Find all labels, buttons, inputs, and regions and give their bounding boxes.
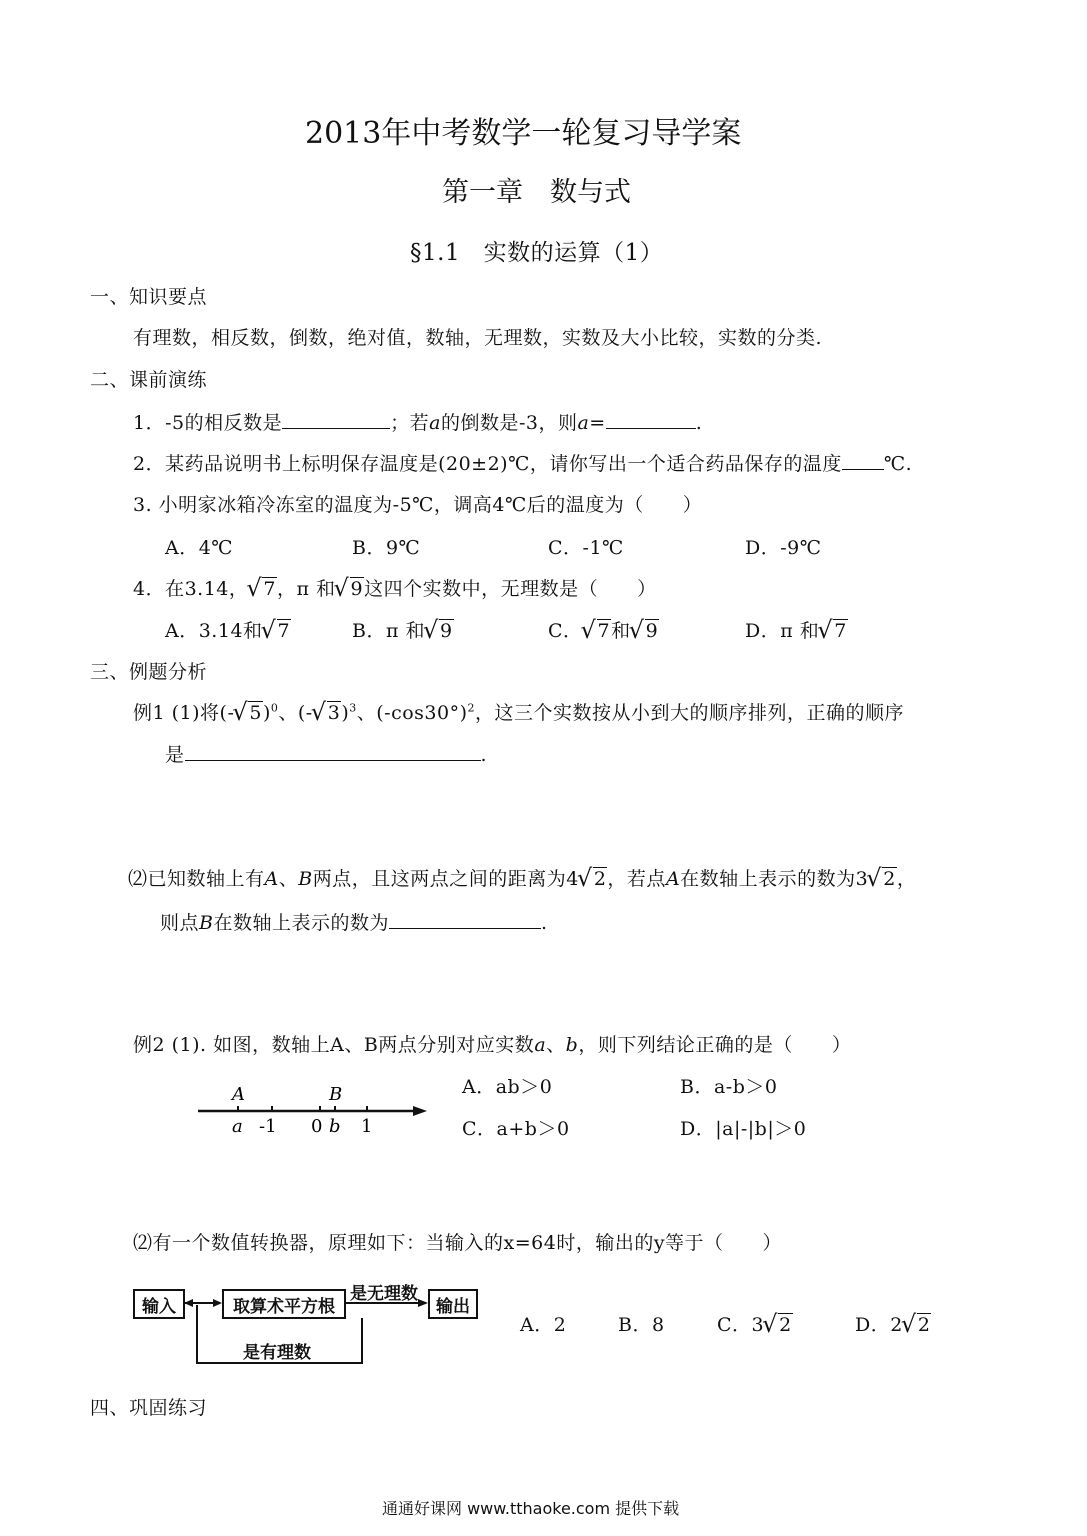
radicand: 7 — [263, 578, 276, 600]
q2-end: ℃. — [883, 453, 913, 475]
tick-label-0: 0 — [311, 1116, 323, 1137]
flowchart-arrows — [180, 1295, 440, 1365]
q1-end: . — [695, 412, 703, 434]
section-heading-warmup: 二、课前演练 — [90, 369, 208, 391]
e1p2-text-e: 在数轴上表示的数为3 — [680, 868, 869, 890]
arrow-right-icon — [418, 1299, 428, 1307]
answer-blank[interactable] — [282, 414, 390, 429]
page-footer: 通通好课网 www.tthaoke.com 提供下载 — [382, 1499, 680, 1518]
example-1-part-1 — [133, 698, 904, 725]
q3-option-c: C．-1℃ — [548, 537, 624, 559]
sqrt-radical — [583, 620, 612, 642]
q2-text: 2．某药品说明书上标明保存温度是(20±2)℃，请你写出一个适合药品保存的温度 — [133, 453, 842, 475]
q4-option-b-text: B．π 和 — [352, 620, 425, 642]
question-1 — [133, 408, 702, 435]
e1-text-c: 、(- — [278, 702, 313, 724]
e2-option-c: C．a+b＞0 — [462, 1118, 570, 1140]
sqrt-radical — [313, 702, 342, 724]
point-a-label: A — [232, 1084, 245, 1105]
e1-text-d: ) — [341, 702, 350, 724]
sqrt-radical — [248, 578, 277, 600]
sqrt-radical — [336, 578, 365, 600]
sqrt-radical — [234, 702, 263, 724]
var-a: a — [534, 1034, 547, 1056]
sqrt-radical — [425, 620, 454, 642]
e2-sep: 、 — [546, 1034, 566, 1056]
e1-text-g: 是 — [165, 744, 185, 766]
sqrt-radical — [819, 620, 848, 642]
point-b-label: B — [298, 868, 313, 890]
answer-blank[interactable] — [389, 914, 541, 929]
e2p2-option-d-text: D．2 — [855, 1314, 903, 1336]
section-heading-knowledge: 一、知识要点 — [90, 286, 208, 308]
section-heading-practice: 四、巩固练习 — [90, 1397, 208, 1419]
q1-text-c: 的倒数是-3，则 — [440, 412, 578, 434]
e1p2-text-a: ⑵已知数轴上有 — [128, 868, 265, 890]
q3-option-b: B．9℃ — [352, 537, 421, 559]
doc-title: 2013年中考数学一轮复习导学案 — [305, 116, 742, 151]
point-a-label: A — [264, 868, 279, 890]
tick-label-1: 1 — [361, 1116, 373, 1137]
q3-option-d: D．-9℃ — [745, 537, 822, 559]
e1-text-b: ) — [262, 702, 271, 724]
radicand: 7 — [597, 620, 611, 642]
radicand: 3 — [327, 702, 341, 724]
section-title: §1.1 实数的运算（1） — [410, 240, 664, 266]
e1p2-text-f: ， — [896, 868, 917, 890]
section-heading-examples: 三、例题分析 — [90, 661, 208, 683]
e1-text-f: ，这三个实数按从小到大的顺序排列，正确的顺序 — [475, 702, 905, 724]
e2p2-option-c — [717, 1310, 793, 1337]
e1p2-text-b: 、 — [278, 868, 299, 890]
flow-input-box: 输入 — [133, 1289, 185, 1319]
e1-text-e: 、(-cos30°) — [356, 702, 468, 724]
flow-process-box: 取算术平方根 — [222, 1289, 346, 1319]
q4-option-d — [745, 616, 848, 643]
q1-text-b: ；若 — [390, 412, 430, 434]
q1-var-eq: a= — [577, 412, 606, 434]
e1p2-text-g: 则点 — [160, 912, 200, 934]
arrow-right-icon — [413, 1106, 427, 1116]
arrow-right-icon — [213, 1299, 222, 1307]
radicand: 2 — [917, 1314, 931, 1336]
answer-blank[interactable] — [842, 455, 884, 470]
e2-text-a: 例2 (1). 如图，数轴上A、B两点分别对应实数 — [133, 1034, 535, 1056]
example-2-part-2: ⑵有一个数值转换器，原理如下：当输入的x=64时，输出的y等于（ ） — [133, 1232, 783, 1254]
var-b: b — [565, 1034, 579, 1056]
radicand: 9 — [350, 578, 364, 600]
q4-option-a — [165, 616, 291, 643]
point-b-label: B — [329, 1084, 343, 1105]
q4-text-a: 4．在3.14， — [133, 578, 249, 600]
q4-text-b: ，π 和 — [277, 578, 336, 600]
example-1-part-2 — [128, 864, 916, 891]
example-1-part-2-answer — [160, 908, 548, 935]
e1p2-text-c: 两点，且这两点之间的距离为4 — [312, 868, 579, 890]
tick-label-a: a — [232, 1116, 243, 1137]
flow-output-box: 输出 — [428, 1289, 478, 1319]
q4-option-c-and: 和 — [611, 620, 631, 642]
example-2-part-1 — [133, 1030, 851, 1057]
e1p2-text-h: 在数轴上表示的数为 — [213, 912, 389, 934]
tick-label-b: b — [329, 1116, 341, 1137]
e2p2-option-a: A．2 — [520, 1314, 567, 1336]
q4-option-c — [548, 616, 659, 643]
q4-text-c: 这四个实数中，无理数是（ ） — [364, 578, 657, 600]
q4-option-d-text: D．π 和 — [745, 620, 820, 642]
exponent: 0 — [270, 701, 279, 715]
exponent: 3 — [349, 701, 357, 715]
tick-label-neg1: -1 — [259, 1116, 277, 1137]
arrow-left-icon — [184, 1299, 193, 1307]
radicand: 9 — [645, 620, 659, 642]
q4-option-a-text: A．3.14和 — [165, 620, 263, 642]
e1-end: . — [480, 744, 488, 766]
question-4 — [133, 574, 657, 601]
radicand: 2 — [883, 868, 896, 890]
question-3: 3. 小明家冰箱冷冻室的温度为-5℃，调高4℃后的温度为（ ） — [133, 494, 703, 516]
e1-text-a: 例1 (1)将(- — [133, 702, 235, 724]
q4-option-c-text: C． — [548, 620, 583, 642]
knowledge-content: 有理数，相反数，倒数，绝对值，数轴，无理数，实数及大小比较，实数的分类. — [133, 327, 823, 349]
sqrt-radical — [903, 1314, 932, 1336]
chapter-title: 第一章 数与式 — [442, 177, 631, 208]
sqrt-radical — [579, 868, 608, 890]
e2p2-option-b: B．8 — [618, 1314, 665, 1336]
flow-rational-label: 是有理数 — [243, 1343, 311, 1363]
sqrt-radical — [868, 868, 897, 890]
e2-text-b: ，则下列结论正确的是（ ） — [578, 1034, 852, 1056]
radicand: 7 — [834, 620, 847, 642]
radicand: 2 — [593, 868, 607, 890]
e2-option-d: D．|a|-|b|＞0 — [680, 1118, 807, 1140]
radicand: 7 — [277, 620, 291, 642]
q1-text: 1．-5的相反数是 — [133, 412, 283, 434]
radicand: 5 — [249, 702, 262, 724]
sqrt-radical — [263, 620, 292, 642]
exponent: 2 — [467, 701, 476, 715]
answer-blank[interactable] — [185, 746, 481, 761]
point-b-label: B — [199, 912, 214, 934]
number-line-figure — [195, 1080, 435, 1140]
e1p2-end: . — [541, 912, 548, 934]
e2-option-b: B．a-b＞0 — [680, 1076, 778, 1098]
q3-option-a: A．4℃ — [165, 537, 234, 559]
e2-option-a: A．ab＞0 — [462, 1076, 553, 1098]
sqrt-radical — [631, 620, 660, 642]
q1-var: a — [429, 412, 441, 434]
point-a-label: A — [665, 868, 681, 890]
flow-irrational-label: 是无理数 — [350, 1284, 418, 1304]
e1p2-text-d: ，若点 — [607, 868, 666, 890]
loop-back-line — [197, 1305, 362, 1363]
radicand: 9 — [440, 620, 453, 642]
q4-option-b — [352, 616, 454, 643]
radicand: 2 — [779, 1314, 792, 1336]
sqrt-radical — [764, 1314, 793, 1336]
answer-blank[interactable] — [606, 414, 696, 429]
e2p2-option-c-text: C．3 — [717, 1314, 765, 1336]
e2p2-option-d — [855, 1310, 931, 1337]
example-1-part-1-answer — [165, 740, 487, 767]
question-2 — [133, 449, 912, 476]
